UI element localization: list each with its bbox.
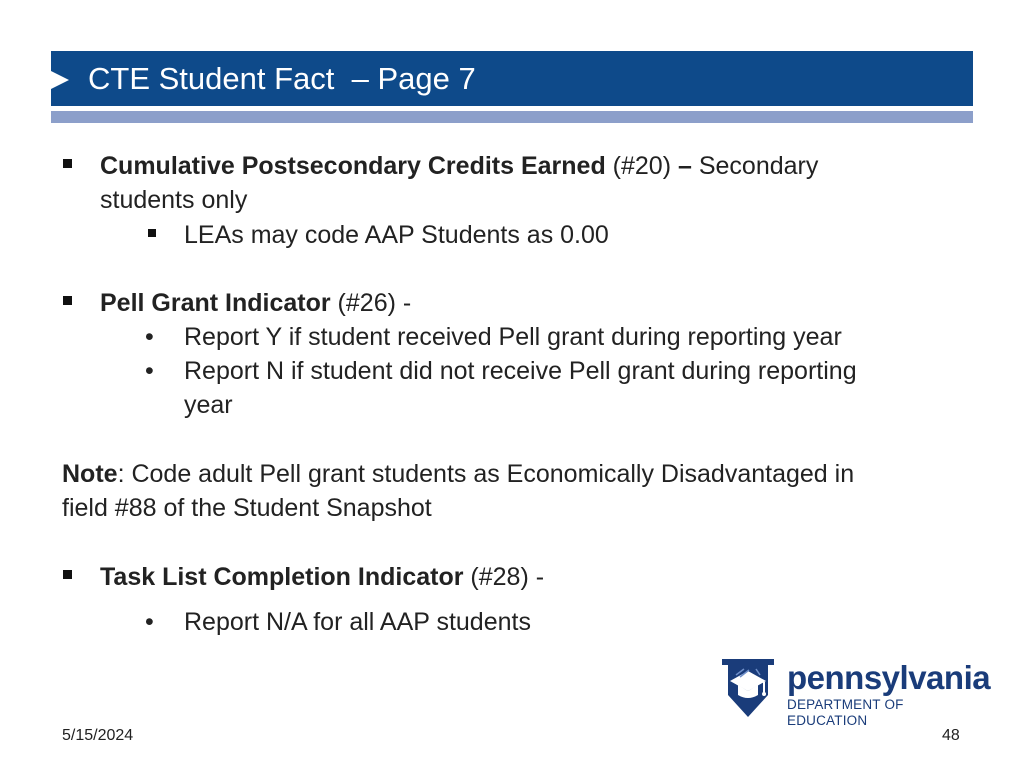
pennsylvania-education-logo (716, 655, 991, 728)
section1-field: (#20) (612, 152, 678, 180)
section1-sub-item: LEAs may code AAP Students as 0.00 (184, 221, 609, 249)
section2-field: (#26) - (330, 289, 412, 317)
list-item: Report N if student did not receive Pell grant during reporting (184, 357, 857, 385)
section1-heading: Cumulative Postsecondary Credits Earned (100, 152, 606, 180)
square-bullet-icon (148, 229, 156, 237)
list-item: Report N/A for all AAP students (184, 608, 531, 636)
logo-subtitle: DEPARTMENT OF EDUCATION (787, 697, 904, 728)
logo-wordmark: pennsylvania (787, 659, 991, 696)
section1-line1 (100, 150, 818, 182)
square-bullet-icon (63, 296, 72, 305)
page-title: CTE Student Fact – Page 7 (88, 61, 476, 96)
note-label: Note (62, 460, 118, 488)
section3-line1 (100, 561, 544, 593)
square-bullet-icon (63, 159, 72, 168)
section1-desc-cont: students only (100, 186, 248, 214)
note-text: : Code adult Pell grant students as Economically Disadvantaged in (117, 460, 855, 488)
bullet-dot-icon: • (145, 323, 154, 351)
footer-date: 5/15/2024 (62, 727, 134, 744)
bullet-dot-icon: • (145, 608, 154, 636)
list-item-cont: year (184, 391, 233, 419)
section2-line1 (100, 287, 411, 319)
section3-field: (#28) - (463, 563, 545, 591)
bullet-dot-icon: • (145, 357, 154, 385)
section3-heading: Task List Completion Indicator (100, 563, 464, 591)
note-text-cont: field #88 of the Student Snapshot (62, 494, 432, 522)
square-bullet-icon (63, 570, 72, 579)
note-line1 (62, 458, 854, 490)
list-item: Report Y if student received Pell grant during reporting year (184, 323, 842, 351)
section1-dash: – (677, 152, 692, 180)
keystone-mortarboard-icon (716, 655, 780, 719)
page-number: 48 (942, 727, 960, 744)
section1-desc: Secondary (691, 152, 819, 180)
section2-heading: Pell Grant Indicator (100, 289, 331, 317)
